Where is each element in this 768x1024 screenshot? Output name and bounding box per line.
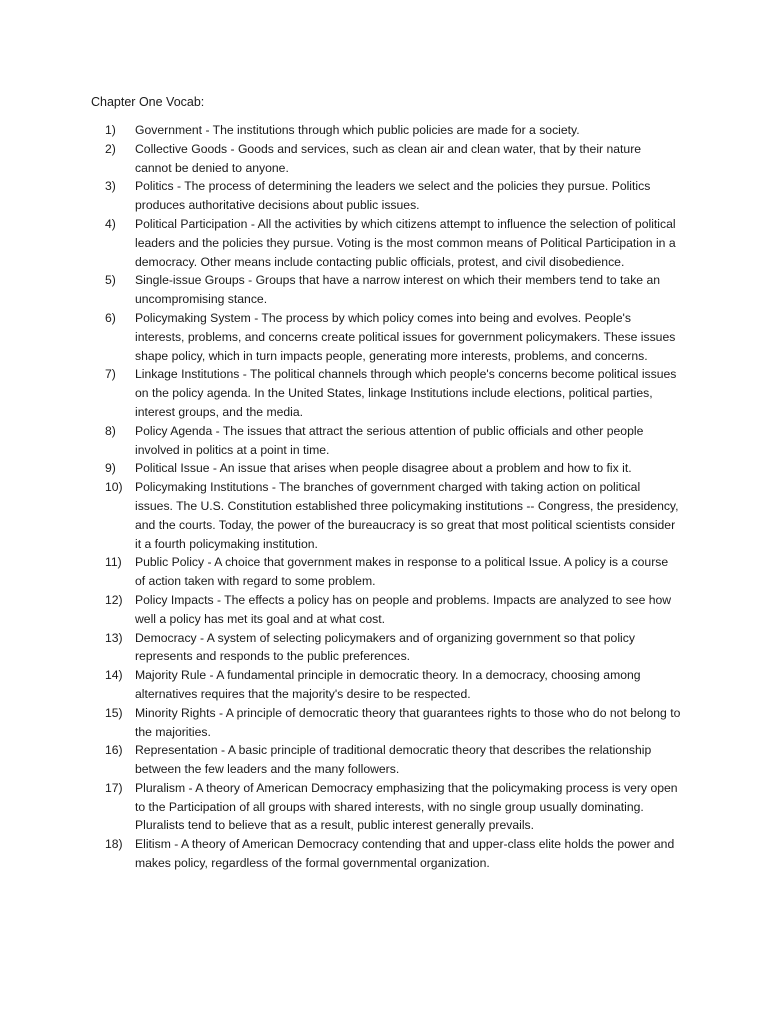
list-item bbox=[91, 591, 681, 629]
list-item-definition: Elitism - A theory of American Democracy contending that and upper-class elite holds the power and makes policy, regardless of the formal governmental organization. bbox=[135, 837, 675, 871]
list-item-number-cell bbox=[91, 365, 135, 421]
list-item-number-cell bbox=[91, 140, 135, 178]
list-item-number: 4) bbox=[105, 216, 116, 231]
list-item bbox=[91, 140, 681, 178]
page-title: Chapter One Vocab: bbox=[91, 95, 205, 109]
vocab-list bbox=[91, 121, 681, 873]
list-item bbox=[91, 365, 681, 421]
list-item-number: 12) bbox=[105, 592, 123, 607]
list-item bbox=[91, 835, 681, 873]
list-item-definition: Pluralism - A theory of American Democracy emphasizing that the policymaking process is very open to the Participation of all groups with shared interests, with no single group usually dominating. Pluralists tend to believe that as a result, public interest generally prevails. bbox=[135, 780, 678, 833]
list-item-definition: Democracy - A system of selecting policymakers and of organizing government so that policy represents and responds to the public preferences. bbox=[135, 630, 635, 664]
list-item-number: 6) bbox=[105, 310, 116, 325]
list-item-number-cell bbox=[91, 741, 135, 779]
list-item bbox=[91, 422, 681, 460]
list-item bbox=[91, 459, 681, 478]
list-item-number-cell bbox=[91, 121, 135, 140]
list-item bbox=[91, 478, 681, 553]
list-item-number-cell bbox=[91, 835, 135, 873]
list-item-number-cell bbox=[91, 309, 135, 365]
list-item-number-cell bbox=[91, 215, 135, 271]
list-item bbox=[91, 629, 681, 667]
list-item bbox=[91, 779, 681, 835]
list-item-number: 8) bbox=[105, 423, 116, 438]
list-item-number-cell bbox=[91, 779, 135, 835]
list-item-number-cell bbox=[91, 422, 135, 460]
list-item bbox=[91, 215, 681, 271]
list-item-number: 3) bbox=[105, 179, 116, 194]
list-item-number: 16) bbox=[105, 743, 123, 758]
list-item-definition: Policy Impacts - The effects a policy has on people and problems. Impacts are analyzed to see how well a policy has met its goal and at what cost. bbox=[135, 592, 672, 626]
list-item-definition: Policy Agenda - The issues that attract the serious attention of public officials and other people involved in politics at a point in time. bbox=[135, 423, 644, 457]
list-item-number: 18) bbox=[105, 837, 123, 852]
list-item-definition: Policymaking System - The process by which policy comes into being and evolves. People's interests, problems, and concerns create political issues for government policymakers. These issues shape policy, which in turn impacts people, generating more interests, problems, and concerns. bbox=[135, 310, 676, 363]
list-item-number: 9) bbox=[105, 461, 116, 476]
list-item-number: 13) bbox=[105, 630, 123, 645]
list-item-number-cell bbox=[91, 704, 135, 742]
list-item-number-cell bbox=[91, 478, 135, 553]
list-item-definition: Government - The institutions through which public policies are made for a society. bbox=[135, 123, 580, 137]
list-item-definition: Policymaking Institutions - The branches of government charged with taking action on political issues. The U.S. Constitution established three policymaking institutions -- Congress, the presidency, and the courts. Today, the power of the bureaucracy is so great that most political scientists consider it a fourth policymaking institution. bbox=[135, 480, 679, 551]
list-item-number: 10) bbox=[105, 480, 123, 495]
list-item-definition: Single-issue Groups - Groups that have a narrow interest on which their members tend to take an uncompromising stance. bbox=[135, 273, 661, 307]
list-item-number: 14) bbox=[105, 668, 123, 683]
list-item-number-cell bbox=[91, 271, 135, 309]
list-item-number-cell bbox=[91, 553, 135, 591]
list-item bbox=[91, 121, 681, 140]
list-item-definition: Representation - A basic principle of traditional democratic theory that describes the relationship between the few leaders and the many followers. bbox=[135, 743, 652, 777]
list-item-definition: Linkage Institutions - The political channels through which people's concerns become political issues on the policy agenda. In the United States, linkage Institutions include elections, political parties, interest groups, and the media. bbox=[135, 367, 677, 419]
list-item-definition: Majority Rule - A fundamental principle in democratic theory. In a democracy, choosing among alternatives requires that the majority's desire to be respected. bbox=[135, 668, 641, 701]
list-item-number: 11) bbox=[105, 555, 122, 570]
list-item-number: 1) bbox=[105, 123, 116, 137]
list-item-definition: Political Participation - All the activities by which citizens attempt to influence the selection of political leaders and the policies they pursue. Voting is the most common means of Political Participation in a democracy. Other means include contacting public officials, protest, and civil disobedience. bbox=[135, 216, 676, 269]
list-item-definition: Collective Goods - Goods and services, such as clean air and clean water, that by their nature cannot be denied to anyone. bbox=[135, 141, 642, 175]
list-item-number: 7) bbox=[105, 367, 116, 382]
list-item-number-cell bbox=[91, 629, 135, 667]
list-item bbox=[91, 553, 681, 591]
list-item-number: 5) bbox=[105, 273, 116, 288]
list-item-number: 17) bbox=[105, 780, 123, 795]
list-item bbox=[91, 666, 681, 704]
list-item bbox=[91, 704, 681, 742]
list-item-number: 15) bbox=[105, 705, 123, 720]
list-item-definition: Political Issue - An issue that arises when people disagree about a problem and how to fix it. bbox=[135, 461, 632, 476]
list-item-definition: Public Policy - A choice that government makes in response to a political Issue. A policy is a course of action taken with regard to some problem. bbox=[135, 555, 669, 589]
list-item-number-cell bbox=[91, 591, 135, 629]
list-item-number-cell bbox=[91, 459, 135, 478]
list-item bbox=[91, 309, 681, 365]
list-item-definition: Minority Rights - A principle of democratic theory that guarantees rights to those who do not belong to the majorities. bbox=[135, 705, 681, 739]
list-item-definition: Politics - The process of determining the leaders we select and the policies they pursue. Politics produces authoritative decisions about public issues. bbox=[135, 179, 651, 213]
list-item bbox=[91, 271, 681, 309]
list-item-number-cell bbox=[91, 666, 135, 704]
list-item-number-cell bbox=[91, 177, 135, 215]
list-item bbox=[91, 177, 681, 215]
list-item bbox=[91, 741, 681, 779]
list-item-number: 2) bbox=[105, 141, 116, 156]
